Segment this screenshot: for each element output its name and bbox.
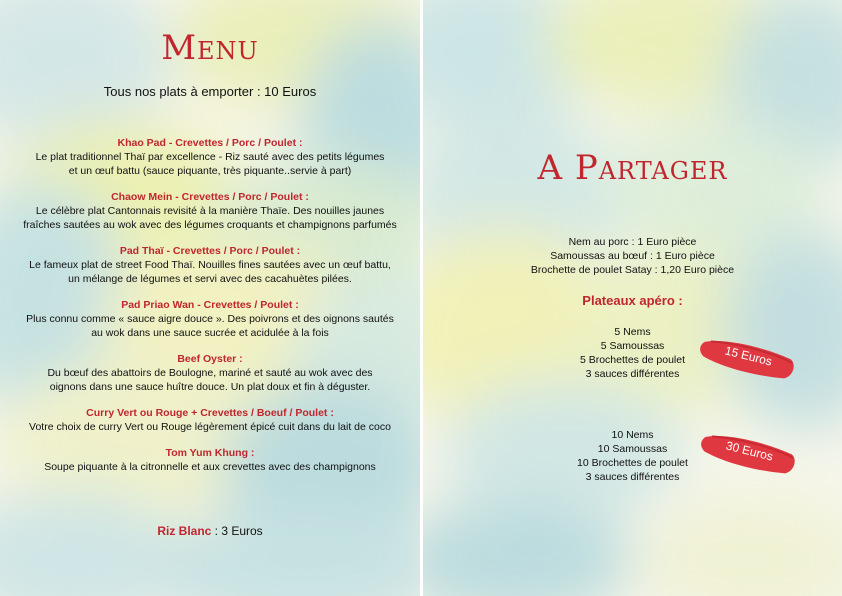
share-item: Nem au porc : 1 Euro pièce bbox=[568, 236, 697, 248]
dish-name: Khao Pad - Crevettes / Porc / Poulet : bbox=[117, 137, 303, 149]
menu-title: Menu bbox=[161, 28, 259, 68]
price-label: 30 Euros bbox=[724, 438, 775, 464]
dish-name: Pad Thaï - Crevettes / Porc / Poulet : bbox=[119, 245, 301, 257]
share-item: Samoussas au bœuf : 1 Euro pièce bbox=[550, 250, 715, 262]
dish-name: Tom Yum Khung : bbox=[165, 447, 255, 459]
dish-description: au wok dans une sauce sucrée et acidulée à la fois bbox=[91, 327, 329, 339]
dish-name: Pad Priao Wan - Crevettes / Poulet : bbox=[121, 299, 299, 311]
dish-description: Votre choix de curry Vert ou Rouge légèrement épicé cuit dans du lait de coco bbox=[29, 421, 391, 433]
dish-description: Le célèbre plat Cantonnais revisité à la manière Thaïe. Des nouilles jaunes bbox=[35, 205, 385, 217]
left-content bbox=[0, 0, 420, 596]
dish-name: Chaow Mein - Crevettes / Porc / Poulet : bbox=[111, 191, 309, 203]
dish-description: un mélange de légumes et servi avec des cacahuètes pilées. bbox=[68, 273, 352, 285]
plate-line: 10 Samoussas bbox=[597, 443, 668, 455]
dish-item bbox=[0, 190, 420, 232]
right-panel bbox=[423, 0, 842, 596]
right-content bbox=[423, 0, 842, 596]
plate-line: 3 sauces différentes bbox=[585, 368, 680, 380]
dish-description: Du bœuf des abattoirs de Boulogne, mariné et sauté au wok avec des bbox=[47, 367, 373, 379]
price-label: 15 Euros bbox=[723, 343, 774, 369]
dish-description: et un œuf battu (sauce piquante, très piquante..servie à part) bbox=[68, 165, 352, 177]
dish-description: Plus connu comme « sauce aigre douce ». Des poivrons et des oignons sautés bbox=[26, 313, 394, 325]
dish-description: Soupe piquante à la citronnelle et aux crevettes avec des champignons bbox=[44, 461, 376, 473]
riz-blanc-line bbox=[0, 524, 420, 538]
share-title: A Partager bbox=[537, 148, 728, 188]
share-list bbox=[423, 235, 842, 277]
dish-description: oignons dans une sauce huître douce. Un plat doux et fin à déguster. bbox=[49, 381, 371, 393]
left-panel bbox=[0, 0, 420, 596]
dish-description: fraîches sautées au wok avec des légumes croquants et champignons parfumés bbox=[23, 219, 397, 231]
dish-item bbox=[0, 136, 420, 178]
dish-item bbox=[0, 446, 420, 474]
dish-list bbox=[0, 136, 420, 486]
share-item: Brochette de poulet Satay : 1,20 Euro pièce bbox=[530, 264, 735, 276]
plate-line: 3 sauces différentes bbox=[585, 471, 680, 483]
dish-item bbox=[0, 298, 420, 340]
plate-line: 10 Brochettes de poulet bbox=[577, 457, 688, 469]
plate-line: 5 Samoussas bbox=[600, 340, 665, 352]
dish-name: Beef Oyster : bbox=[177, 353, 243, 365]
dish-description: Le fameux plat de street Food Thaï. Nouilles fines sautées avec un œuf battu, bbox=[29, 259, 391, 271]
dish-item bbox=[0, 244, 420, 286]
dish-description: Le plat traditionnel Thaï par excellence - Riz sauté avec des petits légumes bbox=[35, 151, 385, 163]
riz-label: Riz Blanc bbox=[157, 524, 212, 538]
plate-line: 5 Nems bbox=[614, 326, 651, 338]
menu-subtitle: Tous nos plats à emporter : 10 Euros bbox=[103, 84, 317, 99]
dish-name: Curry Vert ou Rouge + Crevettes / Boeuf / Poulet : bbox=[86, 407, 334, 419]
plate-line: 5 Brochettes de poulet bbox=[579, 354, 686, 366]
apero-title: Plateaux apéro : bbox=[582, 293, 683, 308]
riz-price: : 3 Euros bbox=[211, 524, 263, 538]
plate-line: 10 Nems bbox=[611, 429, 654, 441]
dish-item bbox=[0, 406, 420, 434]
dish-item bbox=[0, 352, 420, 394]
